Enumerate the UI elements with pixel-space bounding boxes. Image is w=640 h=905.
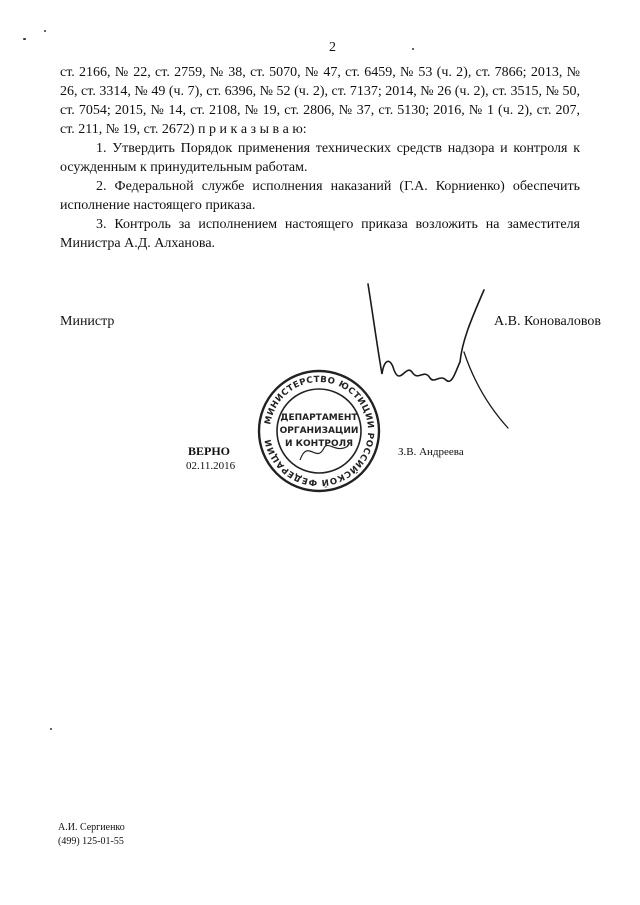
seal-line-2: ОРГАНИЗАЦИИ [279, 426, 359, 436]
seal-ring-text: МИНИСТЕРСТВО ЮСТИЦИИ РОССИЙСКОЙ ФЕДЕРАЦИИ [263, 374, 376, 488]
scan-speck [44, 30, 46, 32]
certification-label: ВЕРНО [188, 444, 231, 458]
certification-date: 02.11.2016 [186, 460, 236, 472]
order-item-3: 3. Контроль за исполнением настоящего приказа возложить на заместителя Министра А.Д. Алханова. [60, 217, 580, 251]
official-seal [256, 368, 382, 494]
order-continuation: ст. 2166, № 22, ст. 2759, № 38, ст. 5070, № 47, ст. 6459, № 53 (ч. 2), ст. 7866; 2013, № 26, ст. 3314, № 49 (ч. 7), ст. 6396, № 52 (ч. 2), ст. 7137; 2014, № 26 (ч. 2), ст. 3515, № 50, ст. 7054; 2015, № 14, ст. 2108, № 19, ст. 2806, № 37, ст. 5130; 2016, № 1 (ч. 2), ст. 207, ст. 211, № 19, ст. 2672) п р и к а з ы в а ю: [60, 65, 580, 137]
minister-name: А.В. Коноваловов [494, 314, 601, 329]
executor-phone: (499) 125-01-55 [58, 836, 124, 847]
order-item-1: 1. Утвердить Порядок применения технических средств надзора и контроля к осужденным к принудительным работам. [60, 141, 580, 175]
seal-line-3: И КОНТРОЛЯ [285, 439, 353, 449]
seal-line-1: ДЕПАРТАМЕНТ [280, 413, 358, 423]
minister-title: Министр [60, 314, 115, 329]
page-number: 2 [329, 40, 336, 55]
scan-speck [50, 728, 52, 730]
scan-speck [23, 38, 26, 40]
certification-signer: З.В. Андреева [398, 446, 464, 458]
executor-name: А.И. Сергиенко [58, 822, 125, 833]
order-body [60, 63, 580, 253]
order-item-2: 2. Федеральной службе исполнения наказаний (Г.А. Корниенко) обеспечить исполнение настоящего приказа. [60, 179, 580, 213]
handwritten-signature [360, 282, 510, 432]
scan-speck [412, 48, 414, 50]
